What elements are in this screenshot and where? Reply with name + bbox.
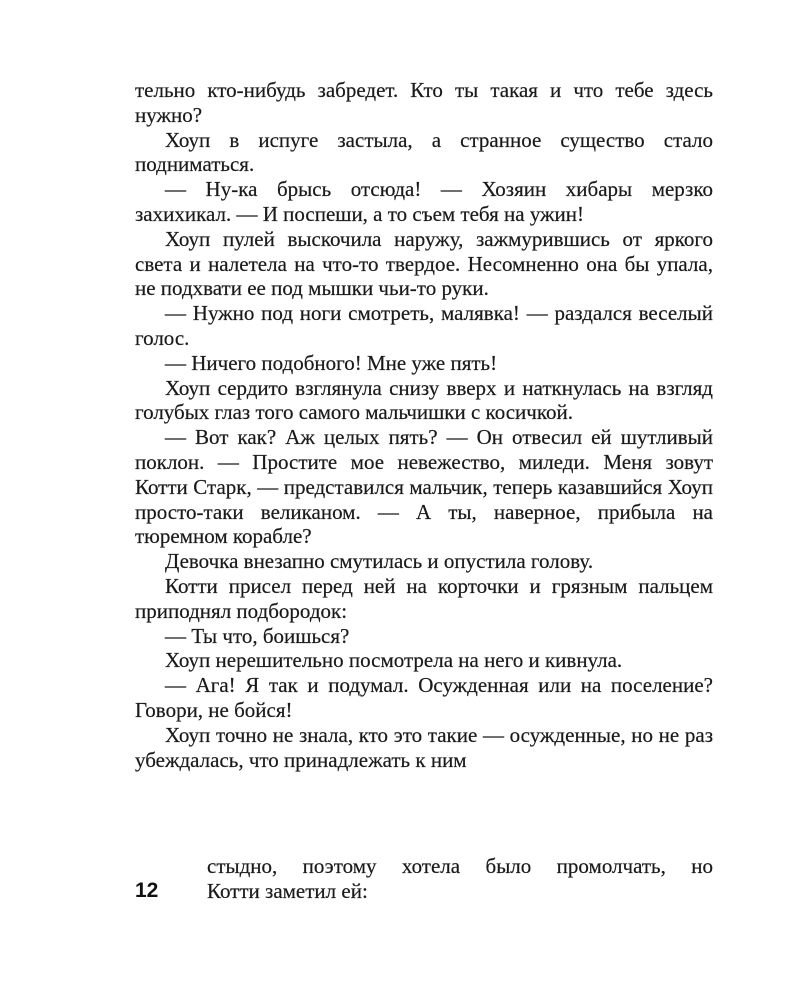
- paragraph: Хоуп в испуге застыла, а странное существо стало подниматься.: [135, 127, 713, 177]
- paragraph: — Ты что, боишься?: [165, 623, 350, 648]
- paragraph: тельно кто-нибудь забредет. Кто ты такая и что тебе здесь нужно?: [135, 78, 713, 127]
- page-final-lines: [207, 854, 713, 904]
- paragraph: — Ага! Я так и подумал. Осужденная или на поселение? Говори, не бойся!: [135, 673, 713, 722]
- paragraph: Хоуп нерешительно посмотрела на него и кивнула.: [165, 648, 623, 673]
- paragraph: Хоуп пулей выскочила наружу, зажмурившись от яркого света и налетела на что-то твердое. Несомненно она бы упала, не подхвати ее под мышки чьи-то руки.: [135, 226, 713, 301]
- page-body-text: [135, 78, 713, 772]
- paragraph: Девочка внезапно смутилась и опустила голову.: [165, 549, 594, 574]
- paragraph: Котти присел перед ней на корточки и грязным пальцем приподнял подбородок:: [135, 573, 713, 623]
- final-line-1: стыдно, поэтому хотела было промолчать, но: [207, 854, 713, 878]
- paragraph: — Ну-ка брысь отсюда! — Хозяин хибары мерзко захихикал. — И поспеши, а то съем тебя на ужин!: [135, 177, 713, 226]
- page-number: 12: [135, 879, 159, 902]
- paragraph: Хоуп сердито взглянула снизу вверх и наткнулась на взгляд голубых глаз того самого мальчишки с косичкой.: [135, 375, 713, 425]
- paragraph: Хоуп точно не знала, кто это такие — осужденные, но не раз убеждалась, что принадлежать к ним: [135, 722, 713, 772]
- paragraph: — Вот как? Аж целых пять? — Он отвесил ей шутливый поклон. — Простите мое невежество, миледи. Меня зовут Котти Старк, — представился мальчик, теперь казавшийся Хоуп просто-таки великаном. — А ты, наверное, прибыла на тюремном корабле?: [135, 425, 713, 549]
- paragraph: — Ничего подобного! Мне уже пять!: [165, 350, 498, 375]
- final-line-2: Котти заметил ей:: [207, 878, 368, 903]
- paragraph: — Нужно под ноги смотреть, малявка! — раздался веселый голос.: [135, 301, 713, 350]
